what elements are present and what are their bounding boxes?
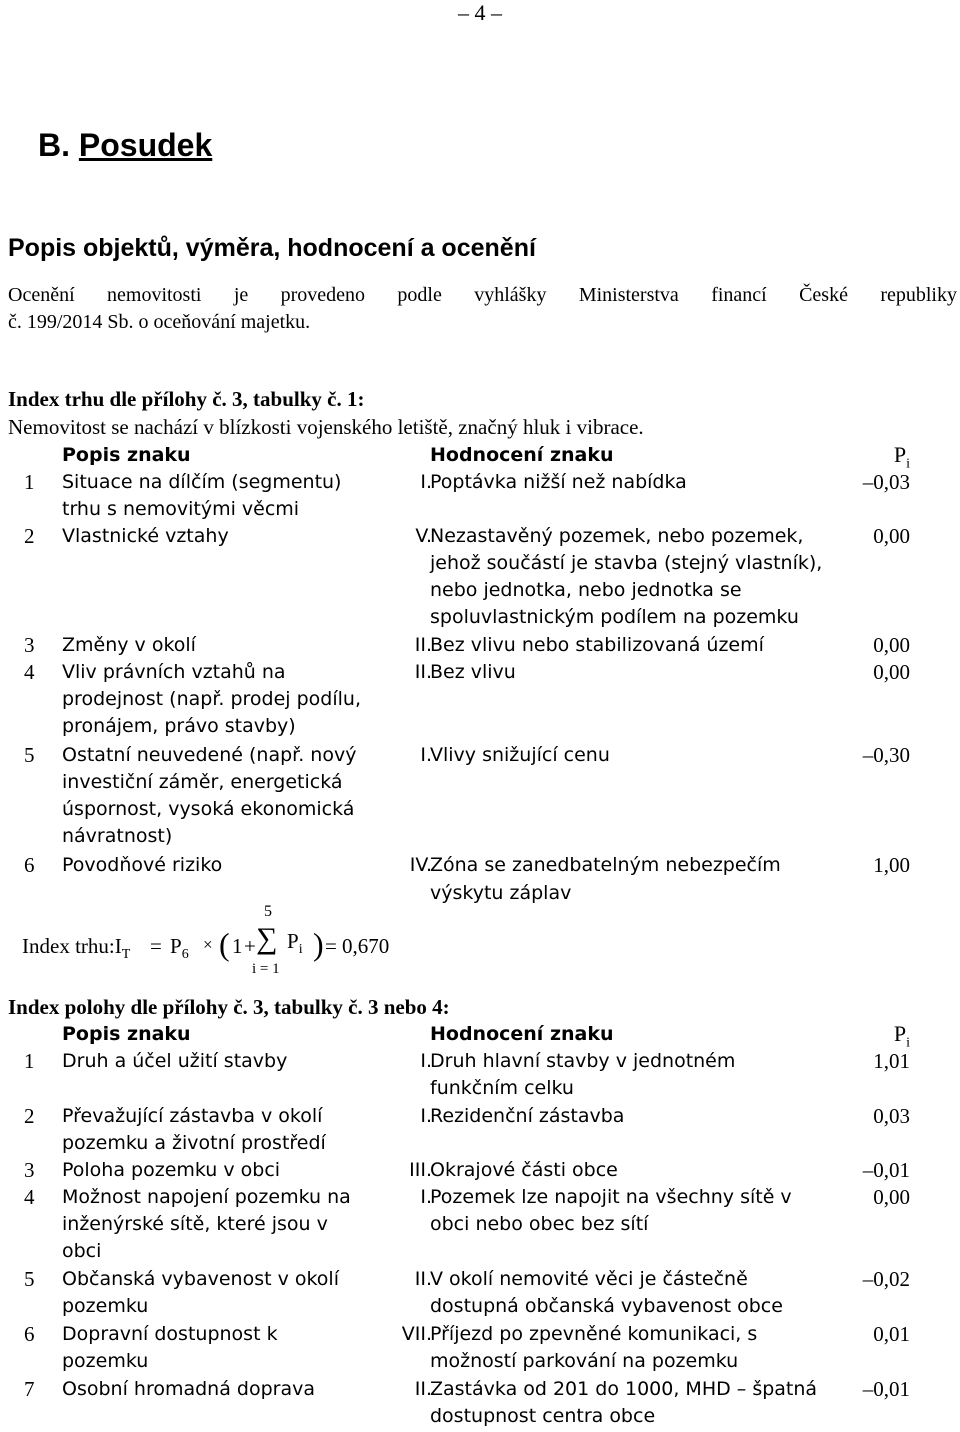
row-roman: II. [414,1268,432,1290]
column-header-p: $P_i$ [893,1021,910,1051]
row-roman: II. [414,634,432,656]
formula-p6: $P_6$ [170,934,189,963]
formula-paren-close: ) [313,926,324,962]
index-trhu-heading: Index trhu dle přílohy č. 3, tabulky č. 1: [8,387,365,411]
row-number: 7 [24,1377,35,1401]
row-roman: I. [420,1050,432,1072]
formula-lower-limit: i = 1 [252,961,280,977]
subsection-heading: Popis objektů, výměra, hodnocení a ocenění [8,234,536,262]
row-description: Osobní hromadná doprava [62,1378,315,1400]
row-rating: Vlivy snižující cenu [430,744,610,766]
row-roman: VII. [401,1323,432,1345]
row-rating: Zóna se zanedbatelným nebezpečím [430,854,781,876]
row-rating: Rezidenční zástavba [430,1105,625,1127]
row-rating: Pozemek lze napojit na všechny sítě v [430,1186,792,1208]
row-description: trhu s nemovitými věcmi [62,498,300,520]
row-value: –0,30 [862,743,910,767]
row-roman: V. [415,525,432,547]
row-rating: Bez vlivu [430,661,516,683]
row-rating: Zastávka od 201 do 1000, MHD – špatná [430,1378,818,1400]
row-rating: V okolí nemovité věci je částečně [430,1268,748,1290]
intro-line-1: Ocenění nemovitosti je provedeno podle vyhlášky Ministerstva financí České republiky [8,284,957,306]
row-roman: III. [409,1159,432,1181]
formula-one: 1 [232,934,243,958]
row-description: obci [62,1240,102,1262]
row-description: Převažující zástavba v okolí [62,1105,323,1127]
row-value: 0,03 [873,1104,910,1128]
row-number: 6 [24,1322,35,1346]
formula-equals: = [325,934,337,958]
row-value: –0,03 [862,470,910,494]
row-description: pozemku [62,1295,149,1317]
formula-times: × [203,935,213,954]
formula-result: 0,670 [342,934,390,958]
row-number: 3 [24,1158,35,1182]
row-description: Vlastnické vztahy [62,525,229,547]
intro-line-2: č. 199/2014 Sb. o oceňování majetku. [8,311,311,333]
row-roman: II. [414,1378,432,1400]
row-description: pronájem, právo stavby) [62,715,296,737]
section-title: Posudek [78,127,213,163]
formula-equals: = [150,934,162,958]
formula-pi: $P_i$ [287,929,303,958]
row-description: Poloha pozemku v obci [62,1159,281,1181]
column-header-description: Popis znaku [62,444,191,466]
row-rating: Nezastavěný pozemek, nebo pozemek, [430,525,804,547]
row-number: 4 [24,660,35,684]
row-rating: funkčním celku [430,1077,574,1099]
column-header-rating: Hodnocení znaku [430,1023,614,1045]
row-rating: výskytu záplav [430,882,572,904]
row-number: 1 [24,1049,35,1073]
row-description: úspornost, vysoká ekonomická [62,798,355,820]
column-header-description: Popis znaku [62,1023,191,1045]
row-description: Druh a účel užití stavby [62,1050,288,1072]
row-value: 0,00 [873,660,910,684]
row-number: 5 [24,743,35,767]
section-letter: B. [38,127,70,163]
row-description: Dopravní dostupnost k [62,1323,278,1345]
row-number: 6 [24,853,35,877]
row-description: pozemku [62,1350,149,1372]
row-value: 0,00 [873,1185,910,1209]
row-rating: Druh hlavní stavby v jednotném [430,1050,736,1072]
column-header-p: $P_i$ [893,442,910,472]
formula-paren-open: ( [219,926,230,962]
row-rating: možností parkování na pozemku [430,1350,739,1372]
row-roman: I. [420,1186,432,1208]
formula-upper-limit: 5 [264,903,272,920]
row-value: –0,01 [862,1377,910,1401]
row-number: 4 [24,1185,35,1209]
row-description: Vliv právních vztahů na [62,661,286,683]
row-rating: jehož součástí je stavba (stejný vlastník), [430,552,823,574]
row-description: inženýrské sítě, které jsou v [62,1213,328,1235]
formula-plus: + [244,934,256,958]
index-polohy-heading: Index polohy dle přílohy č. 3, tabulky č. 3 nebo 4: [8,995,450,1019]
row-value: 0,00 [873,633,910,657]
row-description: Občanská vybavenost v okolí [62,1268,339,1290]
row-rating: obci nebo obec bez sítí [430,1213,649,1235]
row-number: 5 [24,1267,35,1291]
row-number: 1 [24,470,35,494]
row-roman: I. [420,744,432,766]
row-description: Možnost napojení pozemku na [62,1186,351,1208]
row-description: návratnost) [62,825,173,847]
row-rating: Bez vlivu nebo stabilizovaná území [430,634,764,656]
row-rating: Okrajové části obce [430,1159,618,1181]
formula-sigma: ∑ [256,922,278,955]
row-description: prodejnost (např. prodej podílu, [62,688,361,710]
row-value: 0,01 [873,1322,910,1346]
row-description: pozemku a životní prostředí [62,1132,326,1154]
row-description: Situace na dílčím (segmentu) [62,471,342,493]
page-number: – 4 – [458,0,502,25]
row-description: investiční záměr, energetická [62,771,343,793]
row-rating: spoluvlastnickým podílem na pozemku [430,606,799,628]
row-roman: I. [420,1105,432,1127]
row-description: Ostatní neuvedené (např. nový [62,744,357,766]
row-value: –0,02 [862,1267,910,1291]
index-trhu-note: Nemovitost se nachází v blízkosti vojenského letiště, značný hluk i vibrace. [8,415,644,439]
row-number: 2 [24,1104,35,1128]
row-rating: dostupná občanská vybavenost obce [430,1295,783,1317]
row-rating: nebo jednotka, nebo jednotka se [430,579,742,601]
row-rating: Poptávka nižší než nabídka [430,471,687,493]
row-number: 2 [24,524,35,548]
row-value: 1,01 [873,1049,910,1073]
row-roman: IV. [409,854,432,876]
row-number: 3 [24,633,35,657]
row-rating: Příjezd po zpevněné komunikaci, s [430,1323,758,1345]
row-description: Povodňové riziko [62,854,223,876]
formula-label: Index $trhu:I_T$ [22,934,131,963]
row-value: –0,01 [862,1158,910,1182]
row-value: 1,00 [873,853,910,877]
row-value: 0,00 [873,524,910,548]
section-heading [38,126,212,164]
row-description: Změny v okolí [62,634,196,656]
row-roman: I. [420,471,432,493]
row-roman: II. [414,661,432,683]
column-header-rating: Hodnocení znaku [430,444,614,466]
row-rating: dostupnost centra obce [430,1405,656,1427]
